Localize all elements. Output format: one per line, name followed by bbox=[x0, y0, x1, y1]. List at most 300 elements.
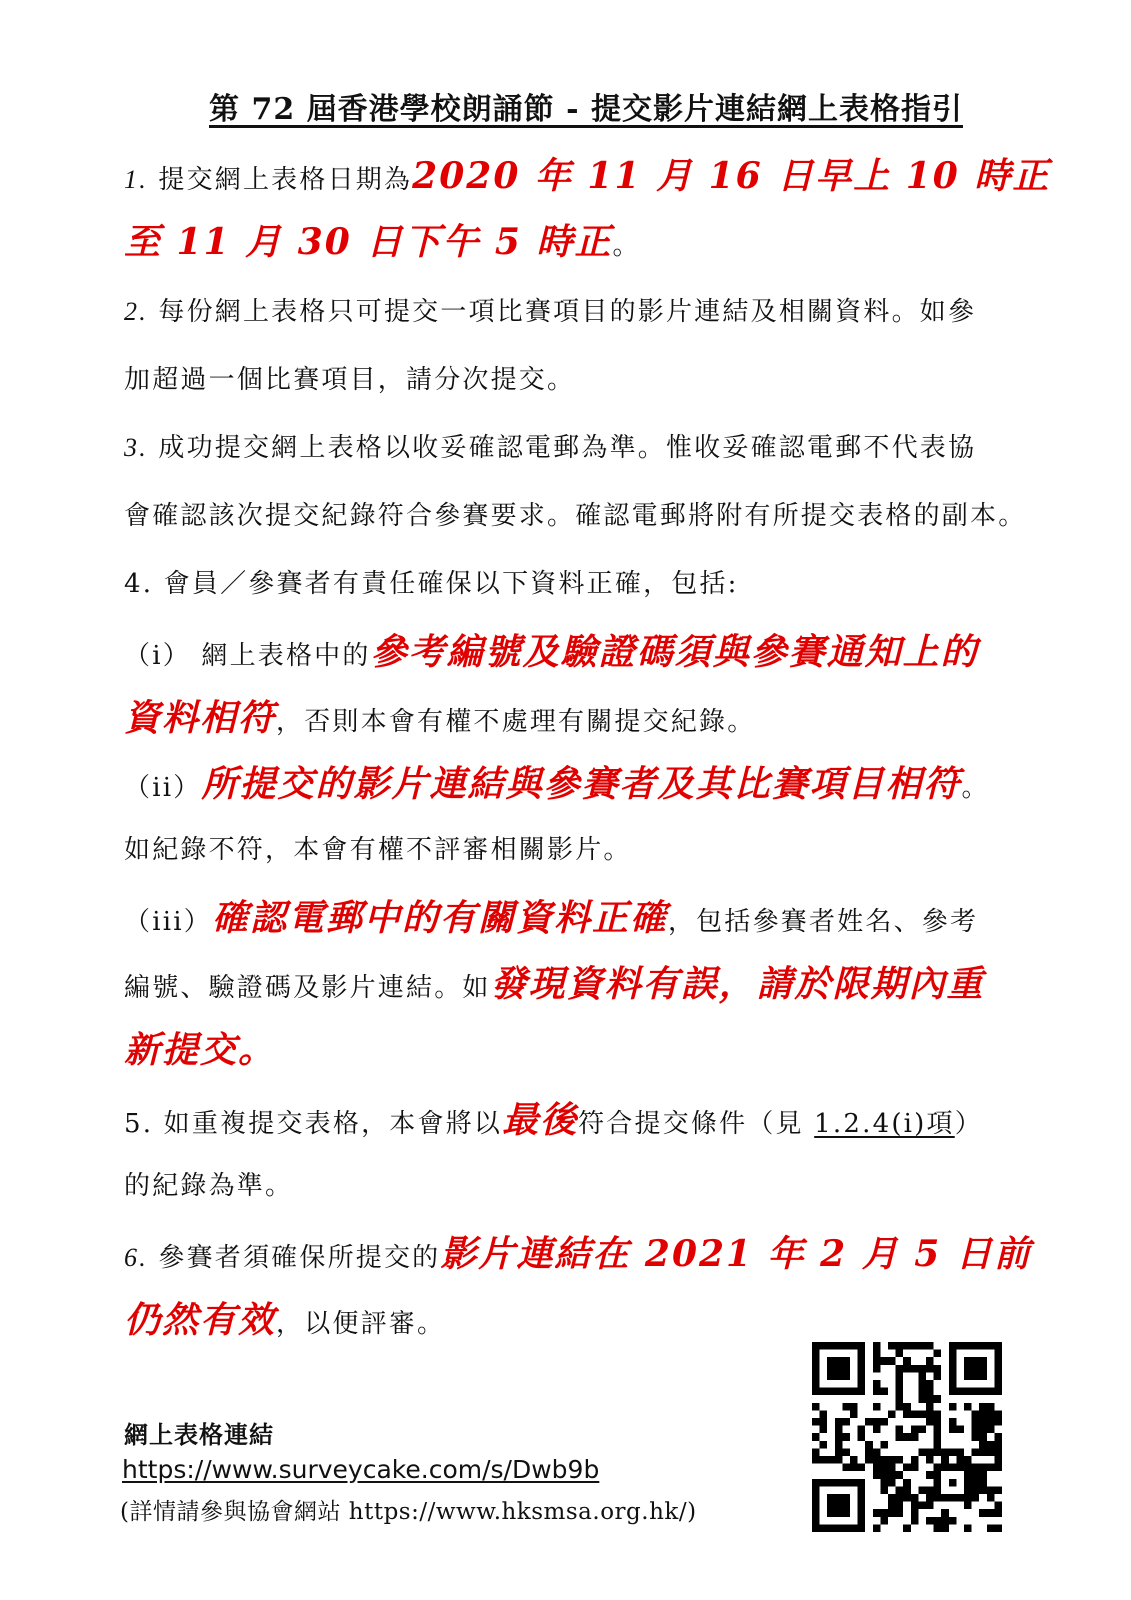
qr-module bbox=[873, 1388, 881, 1396]
qr-module bbox=[987, 1342, 995, 1350]
qr-module bbox=[949, 1464, 957, 1472]
qr-module bbox=[964, 1486, 972, 1494]
qr-module bbox=[903, 1486, 911, 1494]
qr-module bbox=[888, 1479, 896, 1487]
qr-module bbox=[835, 1426, 843, 1434]
qr-module bbox=[994, 1448, 1002, 1456]
qr-module bbox=[972, 1342, 980, 1350]
qr-module bbox=[918, 1388, 926, 1396]
qr-module bbox=[926, 1403, 934, 1411]
qr-module bbox=[858, 1486, 866, 1494]
qr-module bbox=[812, 1448, 820, 1456]
qr-module bbox=[934, 1433, 942, 1441]
qr-module bbox=[934, 1486, 942, 1494]
qr-module bbox=[842, 1433, 850, 1441]
qr-module bbox=[972, 1410, 980, 1418]
item-1-date-end: 至 11 月 30 日下午 5 時正 bbox=[124, 221, 613, 263]
qr-module bbox=[987, 1448, 995, 1456]
qr-module bbox=[858, 1433, 866, 1441]
qr-module bbox=[987, 1464, 995, 1472]
qr-module bbox=[896, 1403, 904, 1411]
qr-module bbox=[949, 1448, 957, 1456]
qr-module bbox=[926, 1357, 934, 1365]
qr-module bbox=[812, 1342, 820, 1350]
qr-module bbox=[934, 1524, 942, 1532]
qr-module bbox=[956, 1426, 964, 1434]
qr-module bbox=[979, 1365, 987, 1373]
qr-module bbox=[911, 1509, 919, 1517]
qr-module bbox=[911, 1517, 919, 1525]
qr-module bbox=[850, 1524, 858, 1532]
qr-module bbox=[842, 1342, 850, 1350]
item-5-line-2: 的紀錄為準。 bbox=[124, 1171, 294, 1201]
qr-module bbox=[926, 1486, 934, 1494]
qr-module bbox=[903, 1433, 911, 1441]
qr-module bbox=[979, 1448, 987, 1456]
qr-module bbox=[979, 1357, 987, 1365]
qr-module bbox=[888, 1456, 896, 1464]
qr-module bbox=[949, 1426, 957, 1434]
qr-module bbox=[911, 1433, 919, 1441]
qr-module bbox=[926, 1494, 934, 1502]
qr-module bbox=[926, 1502, 934, 1510]
qr-module bbox=[911, 1410, 919, 1418]
qr-module bbox=[956, 1388, 964, 1396]
qr-module bbox=[987, 1494, 995, 1502]
qr-module bbox=[918, 1426, 926, 1434]
qr-module bbox=[994, 1456, 1002, 1464]
qr-module bbox=[964, 1388, 972, 1396]
qr-module bbox=[812, 1372, 820, 1380]
qr-module bbox=[934, 1395, 942, 1403]
qr-module bbox=[873, 1418, 881, 1426]
qr-module bbox=[888, 1357, 896, 1365]
qr-module bbox=[873, 1448, 881, 1456]
qr-module bbox=[880, 1441, 888, 1449]
qr-module bbox=[858, 1517, 866, 1525]
qr-module bbox=[873, 1426, 881, 1434]
qr-module bbox=[941, 1524, 949, 1532]
qr-module bbox=[903, 1524, 911, 1532]
qr-module bbox=[858, 1357, 866, 1365]
qr-module bbox=[926, 1418, 934, 1426]
qr-module bbox=[956, 1494, 964, 1502]
qr-module bbox=[835, 1372, 843, 1380]
qr-module bbox=[835, 1479, 843, 1487]
qr-module bbox=[812, 1509, 820, 1517]
qr-module bbox=[979, 1372, 987, 1380]
qr-module bbox=[880, 1418, 888, 1426]
qr-module bbox=[987, 1509, 995, 1517]
qr-module bbox=[934, 1479, 942, 1487]
qr-module bbox=[850, 1479, 858, 1487]
qr-module bbox=[880, 1456, 888, 1464]
qr-module bbox=[979, 1464, 987, 1472]
qr-module bbox=[979, 1388, 987, 1396]
qr-module bbox=[911, 1464, 919, 1472]
qr-module bbox=[994, 1524, 1002, 1532]
website-note: (詳情請參與協會網站 https://www.hksmsa.org.hk/) bbox=[120, 1499, 697, 1525]
qr-module bbox=[934, 1464, 942, 1472]
qr-module bbox=[835, 1509, 843, 1517]
qr-module bbox=[903, 1479, 911, 1487]
qr-module bbox=[934, 1418, 942, 1426]
qr-module bbox=[903, 1410, 911, 1418]
qr-module bbox=[918, 1372, 926, 1380]
item-6-line-1: 6. 參賽者須確保所提交的影片連結在 2021 年 2 月 5 日前 bbox=[124, 1233, 1032, 1275]
qr-module bbox=[911, 1456, 919, 1464]
qr-module bbox=[926, 1342, 934, 1350]
qr-module bbox=[888, 1502, 896, 1510]
qr-module bbox=[896, 1365, 904, 1373]
qr-module bbox=[858, 1479, 866, 1487]
qr-module bbox=[994, 1350, 1002, 1358]
qr-module bbox=[964, 1502, 972, 1510]
qr-module bbox=[972, 1426, 980, 1434]
qr-module bbox=[896, 1433, 904, 1441]
qr-module bbox=[858, 1464, 866, 1472]
qr-module bbox=[850, 1456, 858, 1464]
qr-module bbox=[842, 1448, 850, 1456]
qr-module bbox=[903, 1357, 911, 1365]
qr-module bbox=[827, 1494, 835, 1502]
qr-module bbox=[842, 1494, 850, 1502]
qr-module bbox=[964, 1357, 972, 1365]
qr-module bbox=[918, 1448, 926, 1456]
qr-module bbox=[812, 1456, 820, 1464]
form-link-label: 網上表格連結 bbox=[124, 1420, 274, 1449]
qr-module bbox=[873, 1350, 881, 1358]
qr-module bbox=[842, 1502, 850, 1510]
qr-module bbox=[835, 1448, 843, 1456]
qr-module bbox=[972, 1486, 980, 1494]
qr-module bbox=[812, 1418, 820, 1426]
qr-module bbox=[934, 1426, 942, 1434]
qr-module bbox=[835, 1494, 843, 1502]
qr-module bbox=[903, 1342, 911, 1350]
qr-module bbox=[835, 1388, 843, 1396]
qr-module bbox=[888, 1410, 896, 1418]
qr-module bbox=[896, 1456, 904, 1464]
item-4-i-line-1: （i） 網上表格中的參考編號及驗證碼須與參賽通知上的 bbox=[124, 631, 979, 673]
qr-module bbox=[994, 1357, 1002, 1365]
qr-module bbox=[820, 1426, 828, 1434]
qr-module bbox=[987, 1524, 995, 1532]
qr-module bbox=[820, 1441, 828, 1449]
qr-module bbox=[994, 1418, 1002, 1426]
qr-module bbox=[903, 1494, 911, 1502]
qr-module bbox=[934, 1410, 942, 1418]
qr-module bbox=[812, 1502, 820, 1510]
qr-module bbox=[941, 1464, 949, 1472]
qr-module bbox=[979, 1418, 987, 1426]
qr-module bbox=[972, 1388, 980, 1396]
qr-module bbox=[835, 1357, 843, 1365]
qr-module bbox=[964, 1479, 972, 1487]
qr-module bbox=[827, 1509, 835, 1517]
qr-module bbox=[941, 1494, 949, 1502]
qr-code-icon bbox=[812, 1342, 1002, 1532]
qr-module bbox=[896, 1372, 904, 1380]
qr-module bbox=[979, 1426, 987, 1434]
qr-module bbox=[987, 1418, 995, 1426]
qr-module bbox=[835, 1365, 843, 1373]
qr-module bbox=[873, 1403, 881, 1411]
qr-module bbox=[835, 1433, 843, 1441]
qr-module bbox=[888, 1471, 896, 1479]
qr-module bbox=[873, 1342, 881, 1350]
qr-module bbox=[972, 1365, 980, 1373]
qr-module bbox=[842, 1388, 850, 1396]
qr-module bbox=[994, 1365, 1002, 1373]
qr-module bbox=[896, 1380, 904, 1388]
qr-module bbox=[911, 1494, 919, 1502]
item-2-line-1: 2. 每份網上表格只可提交一項比賽項目的影片連結及相關資料。如參 bbox=[124, 297, 977, 327]
qr-module bbox=[964, 1456, 972, 1464]
qr-module bbox=[956, 1342, 964, 1350]
qr-module bbox=[880, 1357, 888, 1365]
qr-module bbox=[979, 1471, 987, 1479]
qr-module bbox=[972, 1433, 980, 1441]
qr-module bbox=[873, 1524, 881, 1532]
qr-module bbox=[926, 1448, 934, 1456]
qr-module bbox=[979, 1403, 987, 1411]
qr-module bbox=[949, 1372, 957, 1380]
qr-module bbox=[896, 1426, 904, 1434]
item-5-line-1: 5. 如重複提交表格，本會將以最後符合提交條件（見 1.2.4(i)項） bbox=[124, 1099, 983, 1141]
qr-module bbox=[835, 1441, 843, 1449]
qr-module bbox=[865, 1441, 873, 1449]
qr-module bbox=[812, 1380, 820, 1388]
qr-module bbox=[926, 1471, 934, 1479]
item-3-line-1: 3. 成功提交網上表格以收妥確認電郵為準。惟收妥確認電郵不代表協 bbox=[124, 433, 977, 463]
qr-module bbox=[972, 1471, 980, 1479]
qr-module bbox=[994, 1372, 1002, 1380]
qr-module bbox=[949, 1517, 957, 1525]
item-4-iii-line-3: 新提交。 bbox=[124, 1029, 277, 1071]
qr-module bbox=[911, 1365, 919, 1373]
qr-module bbox=[972, 1464, 980, 1472]
qr-module bbox=[994, 1502, 1002, 1510]
qr-module bbox=[964, 1464, 972, 1472]
qr-module bbox=[941, 1456, 949, 1464]
qr-module bbox=[827, 1342, 835, 1350]
qr-module bbox=[979, 1433, 987, 1441]
qr-module bbox=[949, 1350, 957, 1358]
qr-module bbox=[994, 1388, 1002, 1396]
qr-module bbox=[918, 1502, 926, 1510]
qr-module bbox=[842, 1365, 850, 1373]
qr-module bbox=[812, 1388, 820, 1396]
qr-module bbox=[827, 1365, 835, 1373]
qr-module bbox=[888, 1494, 896, 1502]
qr-module bbox=[842, 1372, 850, 1380]
qr-module bbox=[888, 1509, 896, 1517]
qr-module bbox=[873, 1464, 881, 1472]
qr-module bbox=[956, 1448, 964, 1456]
qr-module bbox=[842, 1509, 850, 1517]
qr-module bbox=[896, 1509, 904, 1517]
item-4-ii-line-2: 如紀錄不符，本會有權不評審相關影片。 bbox=[124, 835, 632, 865]
qr-module bbox=[873, 1357, 881, 1365]
qr-module bbox=[964, 1524, 972, 1532]
qr-module bbox=[972, 1479, 980, 1487]
qr-module bbox=[842, 1418, 850, 1426]
qr-module bbox=[972, 1418, 980, 1426]
qr-module bbox=[820, 1410, 828, 1418]
qr-module bbox=[972, 1494, 980, 1502]
qr-module bbox=[873, 1365, 881, 1373]
qr-module bbox=[873, 1456, 881, 1464]
qr-module bbox=[934, 1494, 942, 1502]
qr-module bbox=[941, 1517, 949, 1525]
qr-module bbox=[820, 1456, 828, 1464]
qr-module bbox=[858, 1342, 866, 1350]
qr-module bbox=[903, 1464, 911, 1472]
qr-module bbox=[956, 1456, 964, 1464]
qr-module bbox=[880, 1486, 888, 1494]
qr-module bbox=[827, 1372, 835, 1380]
qr-module bbox=[827, 1502, 835, 1510]
qr-module bbox=[949, 1479, 957, 1487]
qr-module bbox=[888, 1464, 896, 1472]
qr-module bbox=[949, 1494, 957, 1502]
qr-module bbox=[812, 1350, 820, 1358]
qr-module bbox=[835, 1418, 843, 1426]
qr-module bbox=[926, 1517, 934, 1525]
qr-module bbox=[827, 1479, 835, 1487]
qr-module bbox=[812, 1517, 820, 1525]
qr-module bbox=[934, 1517, 942, 1525]
qr-module bbox=[820, 1388, 828, 1396]
qr-module bbox=[858, 1494, 866, 1502]
qr-module bbox=[850, 1464, 858, 1472]
item-4-heading: 4. 會員／參賽者有責任確保以下資料正確，包括: bbox=[124, 569, 739, 599]
qr-module bbox=[918, 1395, 926, 1403]
qr-module bbox=[911, 1426, 919, 1434]
qr-module bbox=[949, 1357, 957, 1365]
qr-module bbox=[827, 1388, 835, 1396]
qr-module bbox=[979, 1509, 987, 1517]
qr-module bbox=[880, 1517, 888, 1525]
qr-module bbox=[842, 1464, 850, 1472]
qr-module bbox=[858, 1509, 866, 1517]
qr-module bbox=[964, 1342, 972, 1350]
qr-module bbox=[896, 1494, 904, 1502]
qr-module bbox=[987, 1486, 995, 1494]
qr-module bbox=[926, 1395, 934, 1403]
qr-module bbox=[888, 1342, 896, 1350]
qr-module bbox=[812, 1479, 820, 1487]
qr-module bbox=[918, 1486, 926, 1494]
qr-module bbox=[979, 1486, 987, 1494]
qr-module bbox=[918, 1380, 926, 1388]
qr-module bbox=[994, 1464, 1002, 1472]
qr-module bbox=[827, 1357, 835, 1365]
qr-module bbox=[926, 1410, 934, 1418]
qr-module bbox=[964, 1494, 972, 1502]
qr-module bbox=[934, 1365, 942, 1373]
qr-module bbox=[949, 1380, 957, 1388]
qr-module bbox=[880, 1509, 888, 1517]
qr-module bbox=[934, 1471, 942, 1479]
form-link[interactable]: https://www.surveycake.com/s/Dwb9b bbox=[122, 1455, 600, 1484]
qr-module bbox=[979, 1479, 987, 1487]
qr-module bbox=[979, 1342, 987, 1350]
qr-module bbox=[827, 1524, 835, 1532]
qr-module bbox=[934, 1441, 942, 1449]
qr-module bbox=[987, 1388, 995, 1396]
qr-module bbox=[865, 1448, 873, 1456]
qr-module bbox=[896, 1342, 904, 1350]
qr-module bbox=[896, 1388, 904, 1396]
qr-module bbox=[812, 1433, 820, 1441]
qr-module bbox=[949, 1342, 957, 1350]
qr-module bbox=[880, 1464, 888, 1472]
qr-module bbox=[858, 1524, 866, 1532]
qr-module bbox=[949, 1418, 957, 1426]
qr-module bbox=[842, 1479, 850, 1487]
qr-module bbox=[850, 1403, 858, 1411]
qr-module bbox=[842, 1403, 850, 1411]
qr-module bbox=[835, 1524, 843, 1532]
qr-module bbox=[994, 1410, 1002, 1418]
qr-module bbox=[858, 1502, 866, 1510]
qr-module bbox=[994, 1441, 1002, 1449]
qr-module bbox=[842, 1524, 850, 1532]
qr-module bbox=[918, 1342, 926, 1350]
qr-module bbox=[880, 1479, 888, 1487]
qr-module bbox=[964, 1471, 972, 1479]
qr-module bbox=[820, 1418, 828, 1426]
item-2-line-2: 加超過一個比賽項目，請分次提交。 bbox=[124, 365, 576, 395]
qr-module bbox=[812, 1403, 820, 1411]
qr-module bbox=[994, 1486, 1002, 1494]
qr-module bbox=[873, 1509, 881, 1517]
qr-module bbox=[858, 1350, 866, 1358]
qr-module bbox=[820, 1342, 828, 1350]
qr-module bbox=[903, 1403, 911, 1411]
item-4-i-line-2: 資料相符，否則本會有權不處理有關提交紀錄。 bbox=[124, 697, 756, 739]
qr-module bbox=[880, 1471, 888, 1479]
qr-module bbox=[858, 1380, 866, 1388]
qr-module bbox=[827, 1456, 835, 1464]
qr-module bbox=[941, 1448, 949, 1456]
qr-module bbox=[926, 1380, 934, 1388]
qr-module bbox=[972, 1372, 980, 1380]
qr-module bbox=[979, 1410, 987, 1418]
qr-module bbox=[858, 1426, 866, 1434]
qr-module bbox=[820, 1479, 828, 1487]
qr-module bbox=[820, 1524, 828, 1532]
qr-module bbox=[972, 1448, 980, 1456]
qr-module bbox=[850, 1388, 858, 1396]
qr-module bbox=[911, 1342, 919, 1350]
qr-module bbox=[918, 1365, 926, 1373]
qr-module bbox=[979, 1441, 987, 1449]
qr-module bbox=[964, 1372, 972, 1380]
item-6-line-2: 仍然有效，以便評審。 bbox=[124, 1299, 446, 1341]
item-1-date-start: 2020 年 11 月 16 日早上 10 時正 bbox=[412, 155, 1051, 197]
qr-module bbox=[896, 1471, 904, 1479]
qr-module bbox=[812, 1524, 820, 1532]
item-1-line-1: 1. 提交網上表格日期為2020 年 11 月 16 日早上 10 時正 bbox=[124, 155, 1051, 197]
qr-module bbox=[994, 1433, 1002, 1441]
qr-module bbox=[934, 1350, 942, 1358]
qr-module bbox=[964, 1365, 972, 1373]
qr-module bbox=[949, 1403, 957, 1411]
item-4-ii-line-1: （ii）所提交的影片連結與參賽者及其比賽項目相符。 bbox=[124, 763, 990, 805]
